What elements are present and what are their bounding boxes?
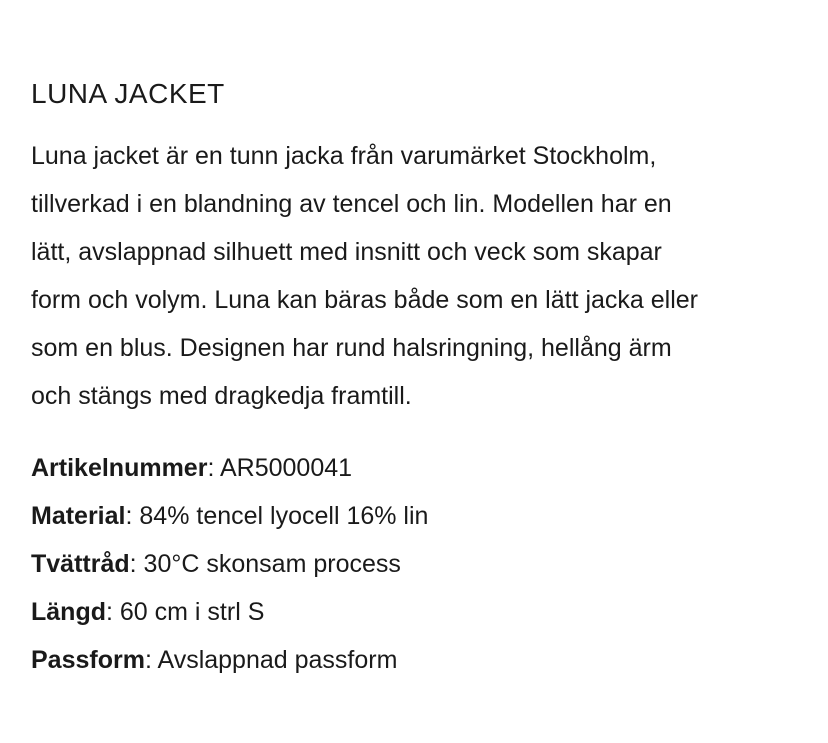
product-description (31, 132, 811, 420)
spec-material (31, 492, 811, 540)
spec-value: 30°C skonsam process (143, 550, 401, 578)
spec-label: Tvättråd (31, 550, 130, 578)
description-line: tillverkad i en blandning av tencel och lin. Modellen har en (31, 190, 672, 218)
spec-separator: : (125, 502, 140, 530)
spec-length (31, 588, 811, 636)
product-specs-list (31, 444, 811, 684)
spec-separator: : (144, 646, 158, 674)
description-line: som en blus. Designen har rund halsringning, hellång ärm (31, 334, 672, 362)
spec-value: 84% tencel lyocell 16% lin (139, 502, 429, 530)
spec-separator: : (129, 550, 144, 578)
spec-label: Material (31, 502, 126, 530)
spec-fit (31, 636, 811, 684)
spec-value: AR5000041 (219, 454, 353, 482)
spec-value: 60 cm i strl S (119, 598, 265, 626)
product-title: LUNA JACKET (31, 78, 225, 109)
spec-label: Längd (31, 598, 106, 626)
description-line: Luna jacket är en tunn jacka från varumärket Stockholm, (31, 142, 657, 170)
description-line: och stängs med dragkedja framtill. (31, 382, 412, 410)
spec-value: Avslappnad passform (157, 646, 398, 674)
description-line: lätt, avslappnad silhuett med insnitt och veck som skapar (31, 238, 662, 266)
spec-label: Passform (31, 646, 145, 674)
spec-care (31, 540, 811, 588)
description-line: form och volym. Luna kan bäras både som en lätt jacka eller (31, 286, 699, 314)
spec-separator: : (106, 598, 120, 626)
spec-separator: : (207, 454, 220, 482)
spec-label: Artikelnummer (31, 454, 208, 482)
spec-article-number (31, 444, 811, 492)
